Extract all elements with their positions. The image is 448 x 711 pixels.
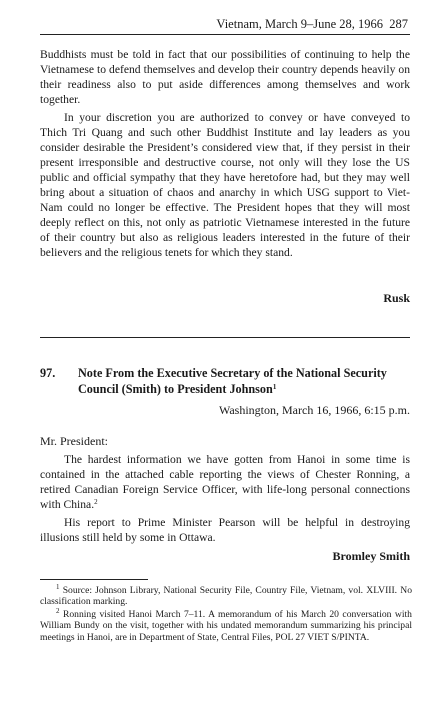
- section-divider: [40, 337, 410, 338]
- previous-doc-paragraph-2: In your discretion you are authorized to convey or have conveyed to Thich Tri Quang and such other Buddhist Institute and lay leaders as you consider desirable the President’s considered view that, if they persist in their present irresponsible and destructive course, not only will they lose the US public and official sympathy that they have heretofore had, but they may well bring about a situation of chaos and anarchy in which USG support to Viet-Nam could no longer be effective. The President hopes that they will most deeply reflect on this, not only as patriotic Vietnamese interested in the future of their country but also as religious leaders interested in the future of their believers and the religious tenets for which they stand.: [40, 111, 410, 259]
- footnote-2-text: Ronning visited Hanoi March 7–11. A memorandum of his March 20 conversation with William Bundy on the visit, together with his undated memorandum summarizing his principal meetings in Hanoi, are in Department of State, Central Files, POL 27 VIET S/PINTA.: [40, 609, 412, 643]
- footnote-rule: [40, 579, 148, 580]
- footnote-1: [40, 585, 412, 608]
- previous-doc-paragraph-1: Buddhists must be told in fact that our possibilities of continuing to help the Vietnamese to defend themselves and develop their country depends heavily on their readiness also to put aside differences among themselves and work together.: [40, 48, 410, 106]
- previous-doc-signature: Rusk: [383, 291, 410, 305]
- footnote-ref-1: 1: [272, 382, 277, 391]
- document-paragraph-1-text: The hardest information we have gotten from Hanoi in some time is contained in the attached cable reporting the views of Chester Ronning, a retired Canadian Foreign Service Officer, with life-long personal connections with China.: [40, 453, 410, 511]
- footnote-2-mark: 2: [56, 607, 60, 615]
- document-paragraph-2: His report to Prime Minister Pearson will be helpful in destroying illusions still held by some in Ottawa.: [40, 516, 410, 544]
- page-number: 287: [389, 17, 408, 31]
- document-title-text: Note From the Executive Secretary of the National Security Council (Smith) to President Johnson: [78, 366, 387, 396]
- footnote-1-mark: 1: [56, 583, 60, 591]
- document-signature: Bromley Smith: [332, 549, 410, 563]
- header-rule: [40, 34, 410, 35]
- document-title: [78, 366, 410, 397]
- running-head-title: Vietnam, March 9–June 28, 1966: [216, 17, 383, 31]
- footnote-2: [40, 609, 412, 643]
- salutation: Mr. President:: [40, 434, 108, 448]
- footnote-1-text: Source: Johnson Library, National Security File, Country File, Vietnam, vol. XLVIII. No classification marking.: [40, 585, 412, 608]
- document-number: 97.: [40, 366, 56, 380]
- footnote-ref-2: 2: [94, 498, 98, 506]
- dateline: Washington, March 16, 1966, 6:15 p.m.: [218, 403, 410, 417]
- document-paragraph-1: [40, 452, 410, 512]
- running-head: [216, 17, 408, 32]
